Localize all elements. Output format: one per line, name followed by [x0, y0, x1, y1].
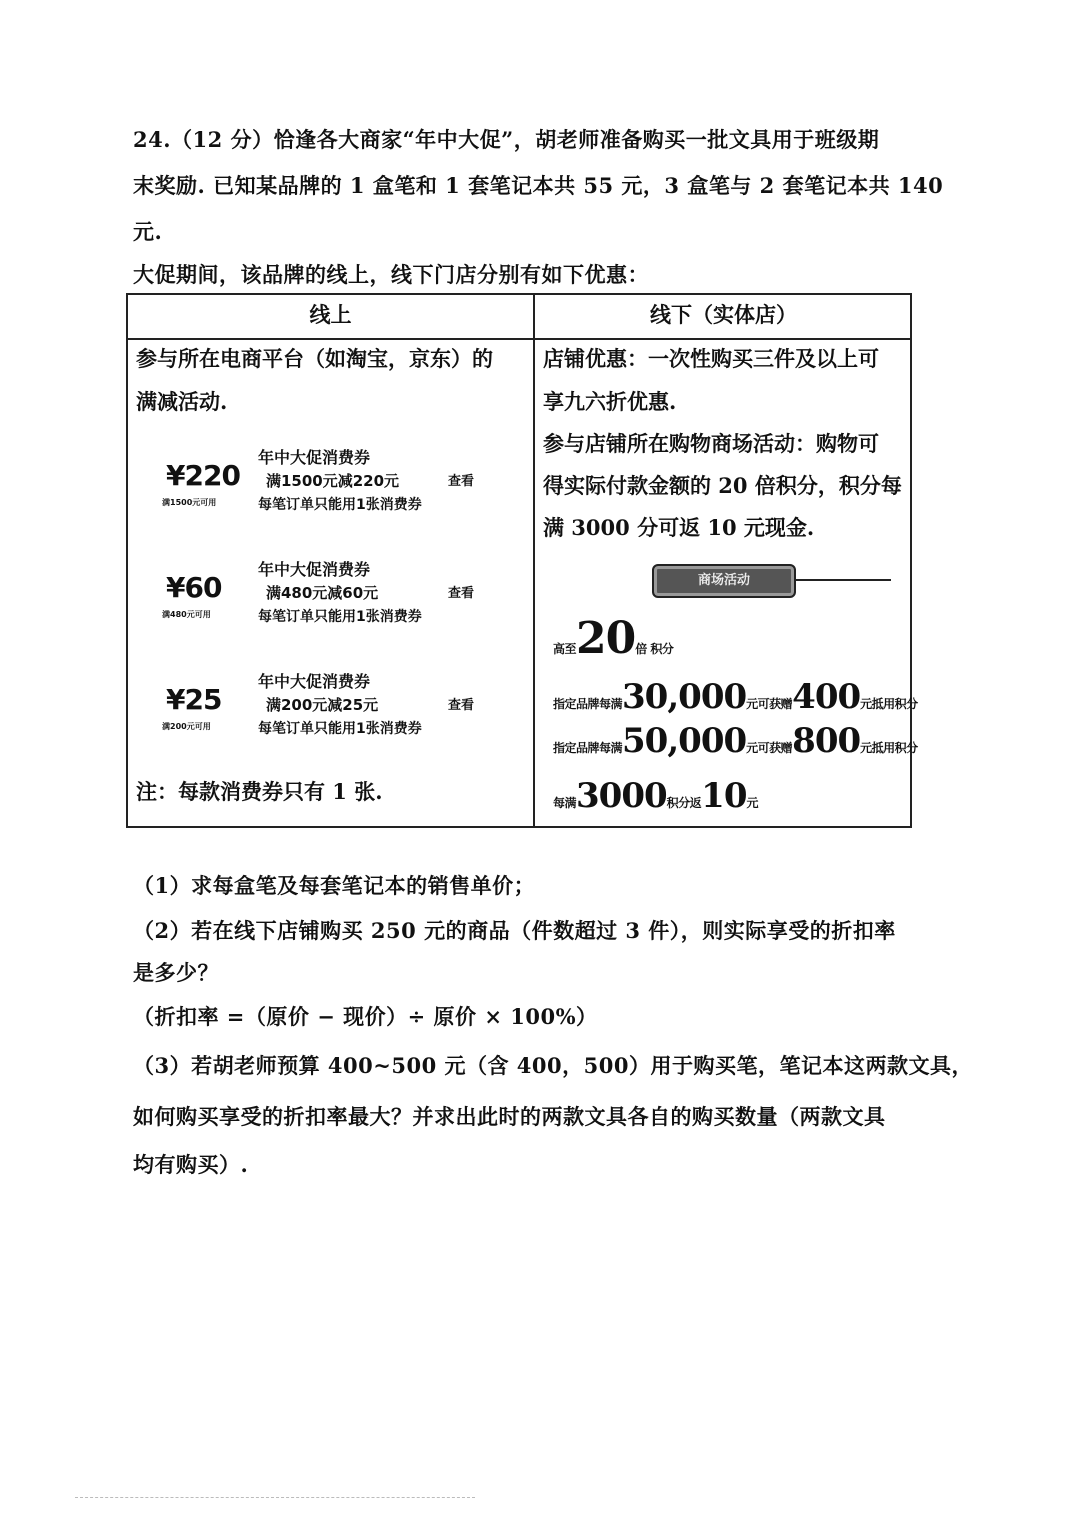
- online-header: 线上: [309, 302, 352, 327]
- intro-line: 元.: [133, 219, 163, 244]
- question-3-line: （3）若胡老师预算 400~500 元（含 400，500）用于购买笔，笔记本这两款文具，: [133, 1053, 973, 1078]
- promo-text: 高至: [553, 642, 577, 656]
- promo-number: 50,000: [622, 721, 747, 761]
- coupon-card: [148, 661, 508, 751]
- intro-line: 大促期间，该品牌的线上，线下门店分别有如下优惠：: [133, 262, 649, 287]
- promo-text: 倍 积分: [635, 642, 674, 656]
- question-3-line: 均有购买）.: [133, 1152, 249, 1177]
- online-desc-line: 参与所在电商平台（如淘宝，京东）的: [136, 346, 493, 371]
- online-note: 注：每款消费券只有 1 张.: [136, 779, 383, 804]
- promo-text: 元抵用积分: [860, 741, 918, 755]
- promo-text: 指定品牌每满: [553, 697, 623, 711]
- coupon-title: 年中大促消费券: [258, 672, 371, 691]
- offline-desc-line: 参与店铺所在购物商场活动：购物可: [543, 431, 879, 456]
- problem-intro: [133, 117, 944, 295]
- coupon-title: 年中大促消费券: [258, 560, 371, 579]
- coupon-view-link: 查看: [448, 474, 475, 489]
- offline-header: 线下（实体店）: [650, 302, 797, 327]
- coupon-card: [148, 549, 508, 639]
- mall-connector-line: [794, 579, 891, 581]
- questions: [133, 863, 973, 1187]
- promotion-table: [126, 293, 918, 828]
- promo-tier-line: [553, 721, 918, 761]
- offline-desc-line: 店铺优惠：一次性购买三件及以上可: [543, 346, 879, 371]
- coupon-title: 年中大促消费券: [258, 448, 371, 467]
- offline-desc-line: 得实际付款金额的 20 倍积分，积分每: [543, 473, 902, 498]
- coupon-rule: 满480元减60元: [266, 584, 379, 602]
- offline-desc-line: 享九六折优惠.: [543, 389, 677, 414]
- promo-text: 元抵用积分: [860, 697, 918, 711]
- promo-text: 积分返: [666, 796, 702, 810]
- mall-promo-graphic: [535, 295, 918, 826]
- promo-tier-line: [553, 677, 918, 717]
- coupon-amount: ¥60: [166, 571, 222, 604]
- question-2-line: （2）若在线下店铺购买 250 元的商品（件数超过 3 件），则实际享受的折扣率: [133, 918, 896, 943]
- coupon-min-spend: 满480元可用: [162, 610, 211, 619]
- promo-text: 指定品牌每满: [553, 741, 623, 755]
- coupon-amount: ¥25: [166, 683, 222, 716]
- promo-number: 800: [792, 721, 861, 761]
- coupon-rule: 满1500元减220元: [266, 472, 400, 490]
- coupon-rule: 满200元减25元: [266, 696, 379, 714]
- coupon-view-link: 查看: [448, 698, 475, 713]
- mall-activity-button: 商场活动: [652, 564, 796, 598]
- promo-text: 元可获赠: [746, 697, 793, 711]
- question-3-line: 如何购买享受的折扣率最大？并求出此时的两款文具各自的购买数量（两款文具: [133, 1104, 886, 1129]
- coupon-view-link: 查看: [448, 586, 475, 601]
- discount-formula: （折扣率 =（原价 − 现价）÷ 原价 × 100%）: [133, 1004, 598, 1029]
- coupon-min-spend: 满1500元可用: [162, 498, 217, 507]
- promo-number: 3000: [576, 776, 667, 816]
- coupon-card: [148, 437, 508, 527]
- online-desc-line: 满减活动.: [136, 389, 228, 414]
- offline-desc-line: 满 3000 分可返 10 元现金.: [543, 515, 815, 540]
- coupon-note: 每笔订单只能用1张消费券: [258, 609, 422, 625]
- intro-line: 末奖励. 已知某品牌的 1 盒笔和 1 套笔记本共 55 元，3 盒笔与 2 套笔记本共 140: [133, 173, 944, 198]
- promo-number: 10: [701, 776, 747, 816]
- intro-line: 24.（12 分）恰逢各大商家“年中大促”，胡老师准备购买一批文具用于班级期: [133, 127, 880, 152]
- coupon-note: 每笔订单只能用1张消费券: [258, 497, 422, 513]
- promo-number: 30,000: [622, 677, 747, 717]
- coupon-amount: ¥220: [166, 459, 240, 492]
- promo-number: 20: [576, 613, 636, 664]
- promo-points-line: [553, 613, 673, 664]
- question-2-line: 是多少？: [133, 960, 219, 985]
- scan-edge-artifact: [75, 1497, 475, 1498]
- promo-text: 元: [746, 796, 759, 810]
- promo-number: 400: [792, 677, 861, 717]
- promo-text: 每满: [553, 796, 577, 810]
- promo-redeem-line: [553, 776, 758, 816]
- coupon-min-spend: 满200元可用: [162, 722, 211, 731]
- question-1: （1）求每盒笔及每套笔记本的销售单价；: [133, 873, 536, 898]
- promo-text: 元可获赠: [746, 741, 793, 755]
- coupon-note: 每笔订单只能用1张消费券: [258, 721, 422, 737]
